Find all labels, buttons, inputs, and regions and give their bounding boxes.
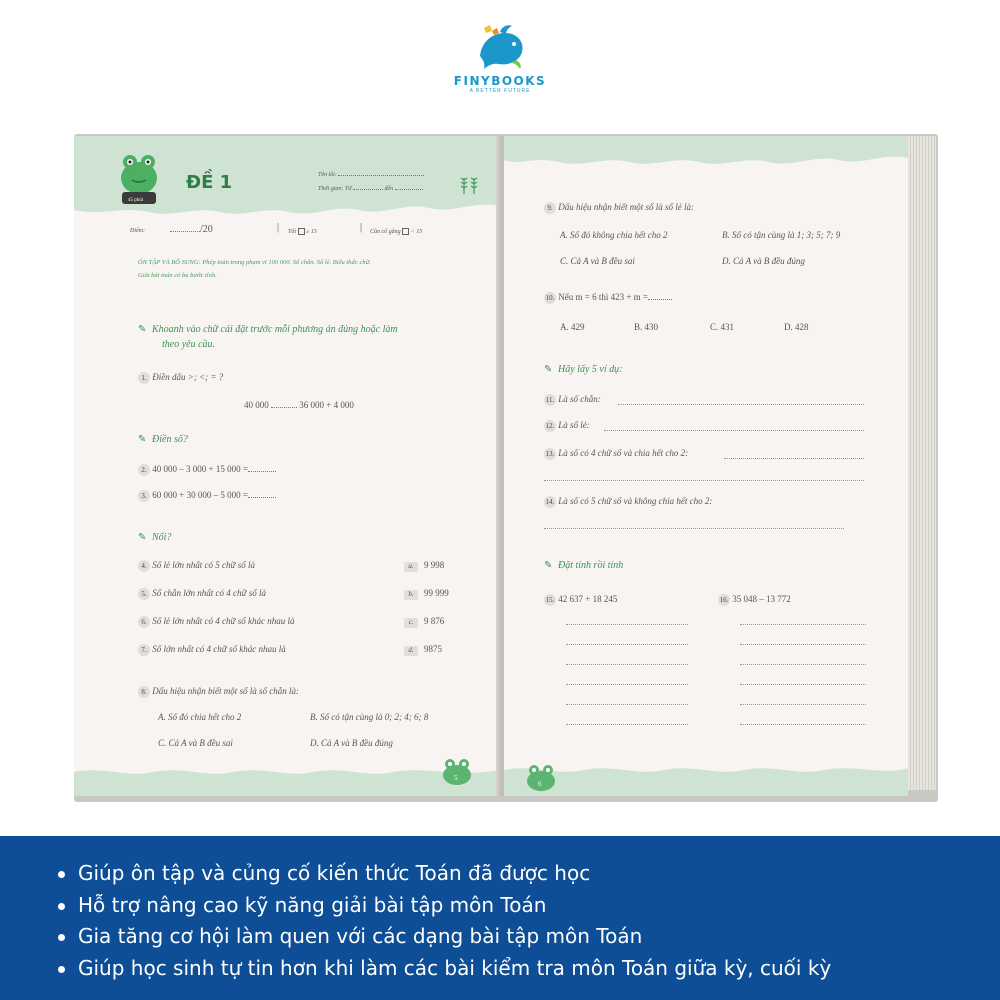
page-number-right: 6 [538,780,542,788]
brand-logo [440,22,560,104]
q9-option-c: C. Cả A và B đều sai [560,256,635,266]
time-label: Thời gian: Từ đến [318,182,423,192]
q9-option-b: B. Số có tận cùng là 1; 3; 5; 7; 9 [722,230,841,240]
q8-option-a: A. Số đó chia hết cho 2 [158,712,242,722]
question-13: 13. Là số có 4 chữ số và chia hết cho 2: [545,448,689,458]
page-title: ĐỀ 1 [186,172,233,193]
q10-option-c: C. 431 [710,322,735,332]
section-match: ✎ Nối? [138,532,172,543]
question-9: 9. Dấu hiệu nhận biết một số là số lẻ là: [544,202,694,214]
benefit-item: Giúp học sinh tự tin hơn khi làm các bài kiểm tra môn Toán giữa kỳ, cuối kỳ [56,953,1000,985]
section-fill-number: ✎ Điền số? [138,434,188,445]
brand-tagline: A BETTER FUTURE [469,88,531,94]
question-1: 1. Điền dấu >; <; = ? [138,372,223,384]
intro-line2: Giải bài toán có ba bước tính. [138,272,217,279]
try-score: Cần cố gắng < 15 [370,228,423,235]
left-page: 45 phút ĐỀ 1 Tên tôi: Thời gian: Từ đến Điểm: /20 | Tốt ≥ 15 | Cần cố gắng < 15 ÔN TẬP VÀ BỔ SUNG: Phép toán trong phạm vi 100 000. Số chẵn. Số lẻ. Biểu thức chữ. Giải bài toán có ba bước tính. ✎ Khoanh vào chữ cái đặt trước mỗi phương án đúng hoặc làm theo yêu cầu. 1. Điền dấu >; <; = ? 40 000 36 000 + 4 000 ✎ Điền số? 2. 40 000 – 3 000 + 15 000 = 3. 60 000 + 30 000 – 5 000 = ✎ Nối? 4. Số lẻ lớn nhất có 5 chữ số là a. 9 998 5. Số chẵn lớn nhất có 4 chữ số là b. 99 999 6. Số lẻ lớn nhất có 4 chữ số khác nhau là c. 9 876 7. Số lớn nhất có 4 chữ số khác nhau là d. 9875 8. Dấu hiệu nhận biết một số là số chẵn là: A. Số đó chia hết cho 2 B. Số có tận cùng là 0; 2; 4; 6; 8 C. Cả A và B đều sai D. Cả A và B đều đúng 5 [74,136,500,796]
match-option-c: c. 9 876 [404,616,444,628]
question-10: 10. Nếu m = 6 thì 423 + m = [544,292,672,304]
q8-option-c: C. Cả A và B đều sai [158,738,233,748]
score-total: /20 [170,224,213,235]
right-page [504,136,908,796]
benefit-item: Gia tăng cơ hội làm quen với các dạng bài tập môn Toán [56,921,1000,953]
pencil-icon: ✎ [138,434,147,445]
match-row-4: 4. Số lẻ lớn nhất có 5 chữ số là [138,560,255,572]
question-12: 12. Là số lẻ: [545,420,590,430]
brand-name: FINYBOOKS [453,74,547,88]
match-option-a: a. 9 998 [404,560,444,572]
q9-option-a: A. Số đó không chia hết cho 2 [560,230,668,240]
q10-option-b: B. 430 [634,322,659,332]
section-multiple-choice: ✎ Khoanh vào chữ cái đặt trước mỗi phương án đúng hoặc làm [138,324,398,335]
q8-option-b: B. Số có tận cùng là 0; 2; 4; 6; 8 [310,712,429,722]
benefit-item: Hỗ trợ nâng cao kỹ năng giải bài tập môn Toán [56,890,1000,922]
match-row-7: 7. Số lớn nhất có 4 chữ số khác nhau là [138,644,286,656]
pencil-icon: ✎ [544,560,553,571]
q10-option-d: D. 428 [784,322,809,332]
question-15: 15. 42 637 + 18 245 [545,594,618,604]
question-2: 2. 40 000 – 3 000 + 15 000 = [138,464,276,476]
question-14: 14. Là số có 5 chữ số và không chia hết cho 2: [545,496,713,506]
match-option-b: b. 99 999 [404,588,449,600]
time-badge: 45 phút [128,198,144,203]
question-16: 16. 35 048 – 13 772 [719,594,791,604]
question-3: 3. 60 000 + 30 000 – 5 000 = [138,490,276,502]
dolphin-logo-icon [470,22,530,72]
match-row-6: 6. Số lẻ lớn nhất có 4 chữ số khác nhau là [138,616,294,628]
question-1-compare: 40 000 36 000 + 4 000 [244,400,354,410]
q8-option-d: D. Cả A và B đều đúng [310,738,393,748]
benefit-item: Giúp ôn tập và củng cố kiến thức Toán đã được học [56,858,1000,890]
q10-option-a: A. 429 [560,322,585,332]
pencil-icon: ✎ [138,324,147,335]
q9-option-d: D. Cả A và B đều đúng [722,256,805,266]
section-examples: ✎ Hãy lấy 5 ví dụ: [544,364,623,375]
good-score: Tốt ≥ 15 [288,228,317,235]
match-option-d: d. 9875 [404,644,442,656]
section-multiple-choice-line2: theo yêu cầu. [162,339,216,350]
benefits-list [56,858,1000,984]
page-number-left: 5 [454,774,458,782]
match-row-5: 5. Số chẵn lớn nhất có 4 chữ số là [138,588,266,600]
score-label: Điểm: [130,228,145,234]
pencil-icon: ✎ [544,364,553,375]
page-edges [908,136,936,790]
benefits-panel [0,836,1000,1000]
wheat-icon [458,174,480,194]
question-8: 8. Dấu hiệu nhận biết một số là số chẵn là: [138,686,299,698]
open-workbook [70,130,938,802]
section-calculate: ✎ Đặt tính rồi tính [544,560,624,571]
name-label: Tên tôi: [318,168,424,178]
pencil-icon: ✎ [138,532,147,543]
intro-line1: ÔN TẬP VÀ BỔ SUNG: Phép toán trong phạm vi 100 000. Số chẵn. Số lẻ. Biểu thức chữ. [138,259,371,266]
question-11: 11. Là số chẵn: [545,394,601,404]
